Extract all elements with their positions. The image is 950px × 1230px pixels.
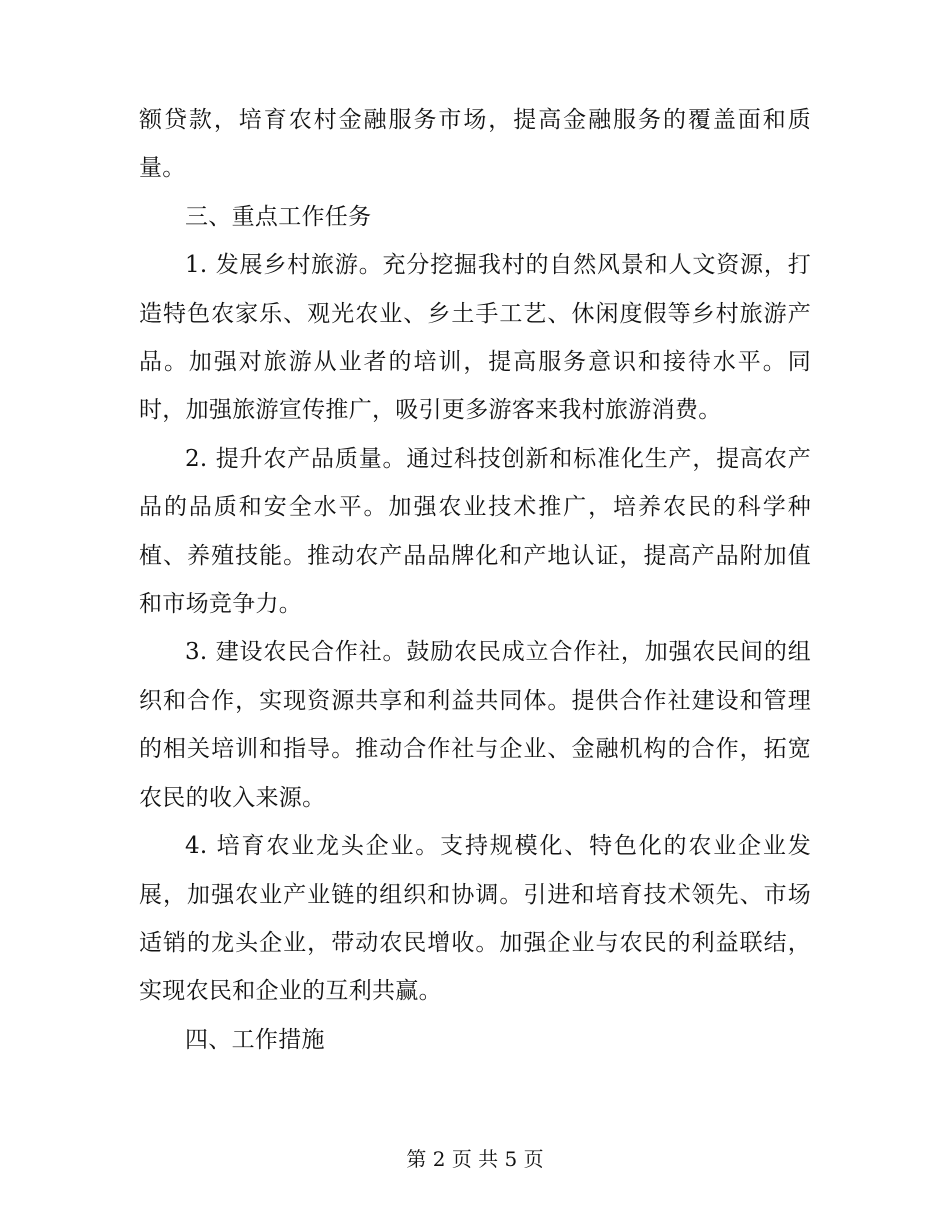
document-body [139,96,811,1064]
paragraph-item-4: 4. 培育农业龙头企业。支持规模化、特色化的农业企业发展，加强农业产业链的组织和协调。引进和培育技术领先、市场适销的龙头企业，带动农民增收。加强企业与农民的利益联结，实现农民和企业的互利共赢。 [139,833,811,1005]
paragraph-item-2: 2. 提升农产品质量。通过科技创新和标准化生产，提高农产品的品质和安全水平。加强农业技术推广，培养农民的科学种植、养殖技能。推动农产品品牌化和产地认证，提高产品附加值和市场竞争力。 [139,445,811,618]
section-heading-4: 四、工作措施 [185,1026,325,1053]
page-number-footer: 第 2 页 共 5 页 [406,1147,544,1171]
paragraph-item-3: 3. 建设农民合作社。鼓励农民成立合作社，加强农民间的组织和合作，实现资源共享和利益共同体。提供合作社建设和管理的相关培训和指导。推动合作社与企业、金融机构的合作，拓宽农民的收入来源。 [139,639,811,811]
paragraph-item-1: 1. 发展乡村旅游。充分挖掘我村的自然风景和人文资源，打造特色农家乐、观光农业、乡土手工艺、休闲度假等乡村旅游产品。加强对旅游从业者的培训，提高服务意识和接待水平。同时，加强旅游宣传推广，吸引更多游客来我村旅游消费。 [139,252,811,424]
section-heading-3: 三、重点工作任务 [185,203,372,230]
paragraph-continuation: 额贷款，培育农村金融服务市场，提高金融服务的覆盖面和质量。 [139,107,811,182]
